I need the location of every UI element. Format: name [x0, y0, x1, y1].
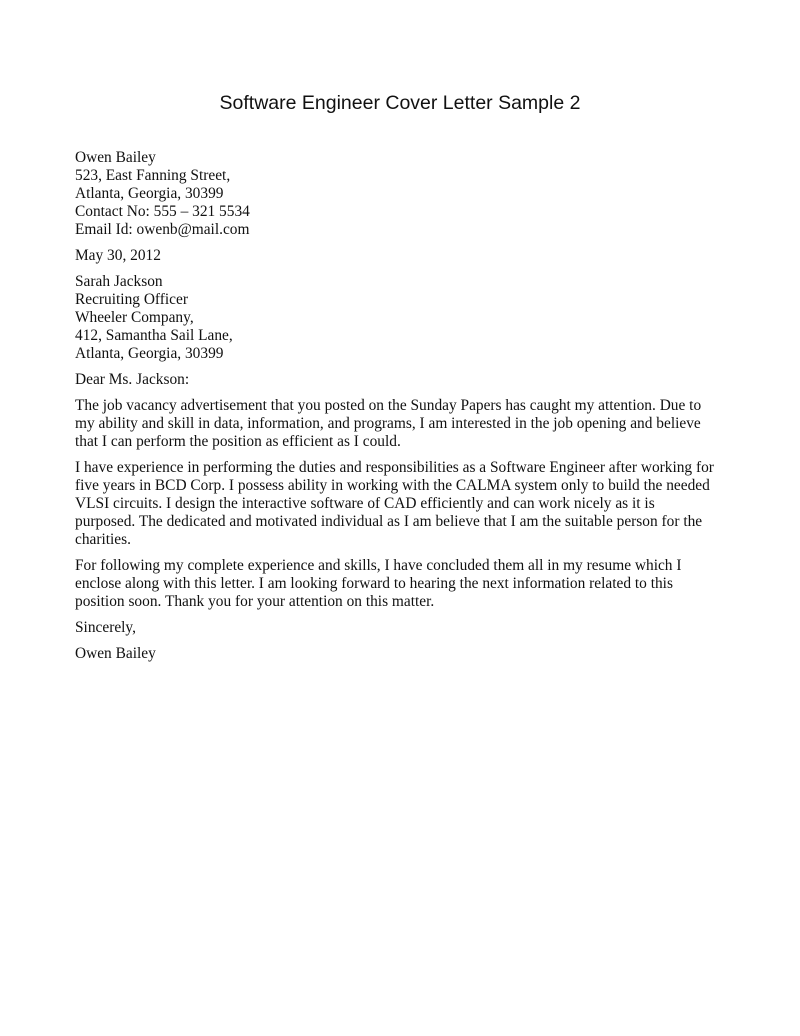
- sender-address: [75, 149, 735, 239]
- paragraph-line: position soon. Thank you for your attention on this matter.: [75, 593, 435, 610]
- paragraph-line: VLSI circuits. I design the interactive software of CAD efficiently and can work nicely as it is: [75, 495, 655, 512]
- paragraph-line: that I can perform the position as efficient as I could.: [75, 433, 401, 450]
- sender-email: Email Id: owenb@mail.com: [75, 221, 250, 238]
- sender-street: 523, East Fanning Street,: [75, 167, 231, 184]
- sender-name: Owen Bailey: [75, 149, 156, 166]
- closing-text: Sincerely,: [75, 619, 136, 636]
- sender-phone: Contact No: 555 – 321 5534: [75, 203, 250, 220]
- date-text: May 30, 2012: [75, 247, 161, 264]
- recipient-address: [75, 273, 735, 363]
- recipient-name: Sarah Jackson: [75, 273, 163, 290]
- signature: [75, 645, 735, 663]
- closing: [75, 619, 735, 637]
- sender-city: Atlanta, Georgia, 30399: [75, 185, 224, 202]
- paragraph-line: my ability and skill in data, information, and programs, I am interested in the job opening and believe: [75, 415, 701, 432]
- recipient-company: Wheeler Company,: [75, 309, 194, 326]
- document-title: Software Engineer Cover Letter Sample 2: [219, 92, 581, 114]
- paragraph-1: [75, 397, 735, 451]
- recipient-title: Recruiting Officer: [75, 291, 188, 308]
- paragraph-3: [75, 557, 735, 611]
- salutation: [75, 371, 735, 389]
- letter-date: [75, 247, 735, 265]
- paragraph-line: charities.: [75, 531, 131, 548]
- paragraph-line: enclose along with this letter. I am looking forward to hearing the next information related to this: [75, 575, 673, 592]
- letter-body: [75, 149, 735, 671]
- recipient-city: Atlanta, Georgia, 30399: [75, 345, 224, 362]
- paragraph-line: The job vacancy advertisement that you posted on the Sunday Papers has caught my attention. Due to: [75, 397, 702, 414]
- signature-text: Owen Bailey: [75, 645, 156, 662]
- paragraph-line: For following my complete experience and skills, I have concluded them all in my resume which I: [75, 557, 682, 574]
- paragraph-line: I have experience in performing the duties and responsibilities as a Software Engineer after working for: [75, 459, 714, 476]
- paragraph-line: purposed. The dedicated and motivated individual as I am believe that I am the suitable person for the: [75, 513, 703, 530]
- salutation-text: Dear Ms. Jackson:: [75, 371, 190, 388]
- paragraph-line: five years in BCD Corp. I possess ability in working with the CALMA system only to build the needed: [75, 477, 710, 494]
- paragraph-2: [75, 459, 735, 549]
- recipient-street: 412, Samantha Sail Lane,: [75, 327, 233, 344]
